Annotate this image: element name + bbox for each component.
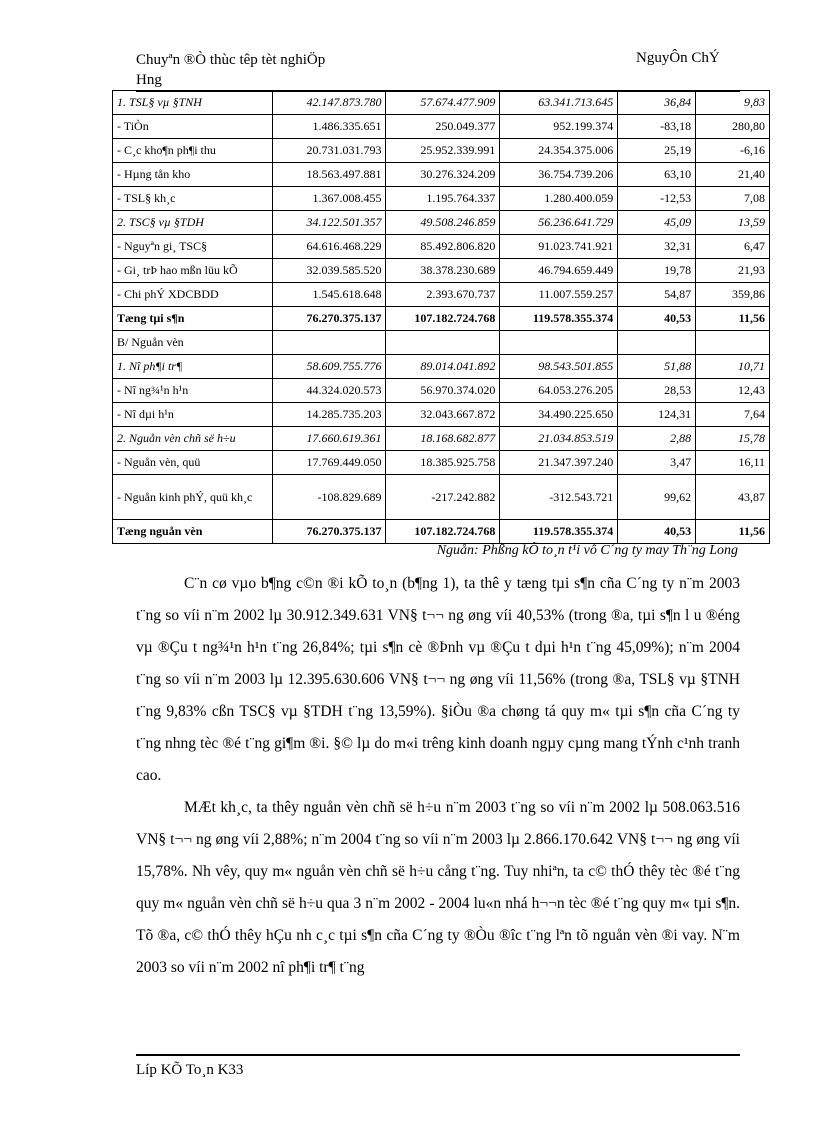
table-row	[113, 451, 770, 475]
value-2004: 91.023.741.921	[500, 235, 618, 259]
value-2004: 21.347.397.240	[500, 451, 618, 475]
row-label: Tæng tµi s¶n	[113, 307, 273, 331]
row-label: - Nî ng¾¹n h¹n	[113, 379, 273, 403]
value-2004: 98.543.501.855	[500, 355, 618, 379]
change-2004: 43,87	[696, 475, 770, 520]
row-label: - TiÒn	[113, 115, 273, 139]
value-2002: 58.609.755.776	[272, 355, 386, 379]
change-2003: 40,53	[618, 520, 696, 544]
value-2002: 76.270.375.137	[272, 307, 386, 331]
table-row	[113, 307, 770, 331]
row-label: B/ Nguån vèn	[113, 331, 273, 355]
table-row	[113, 235, 770, 259]
change-2004: 16,11	[696, 451, 770, 475]
table-row	[113, 163, 770, 187]
change-2003: 19,78	[618, 259, 696, 283]
value-2004: 63.341.713.645	[500, 91, 618, 115]
value-2002: 34.122.501.357	[272, 211, 386, 235]
table-row	[113, 379, 770, 403]
value-2004: 1.280.400.059	[500, 187, 618, 211]
change-2004: 21,93	[696, 259, 770, 283]
change-2004: 7,64	[696, 403, 770, 427]
value-2004: 119.578.355.374	[500, 520, 618, 544]
value-2002: 42.147.873.780	[272, 91, 386, 115]
change-2004: 21,40	[696, 163, 770, 187]
value-2003: -217.242.882	[386, 475, 500, 520]
table-row	[113, 187, 770, 211]
table-row	[113, 139, 770, 163]
value-2003: 250.049.377	[386, 115, 500, 139]
change-2004: 280,80	[696, 115, 770, 139]
table-row	[113, 259, 770, 283]
change-2003: -12,53	[618, 187, 696, 211]
row-label: 2. TSC§ vµ §TDH	[113, 211, 273, 235]
table-row	[113, 283, 770, 307]
value-2002: 64.616.468.229	[272, 235, 386, 259]
value-2002: 1.486.335.651	[272, 115, 386, 139]
table-source: Nguån: Phßng kÕ to¸n t¹i vô C´ng ty may Th¨ng Long	[436, 543, 738, 558]
value-2003: 38.378.230.689	[386, 259, 500, 283]
change-2003: 51,88	[618, 355, 696, 379]
table-row	[113, 211, 770, 235]
value-2003: 57.674.477.909	[386, 91, 500, 115]
value-2004: 24.354.375.006	[500, 139, 618, 163]
value-2003: 56.970.374.020	[386, 379, 500, 403]
value-2003: 18.385.925.758	[386, 451, 500, 475]
change-2003: 54,87	[618, 283, 696, 307]
row-label: - Chi phÝ XDCBDD	[113, 283, 273, 307]
header-title-line1: Chuyªn ®Ò thùc têp tèt nghiÖp	[136, 52, 326, 68]
change-2003: 2,88	[618, 427, 696, 451]
row-label: - Nî dµi h¹n	[113, 403, 273, 427]
value-2003	[386, 331, 500, 355]
value-2004: 952.199.374	[500, 115, 618, 139]
header-author: NguyÔn ChÝ	[636, 50, 720, 66]
table-row	[113, 403, 770, 427]
header-title-line2: Hng	[136, 72, 162, 88]
table-row	[113, 115, 770, 139]
table-row	[113, 475, 770, 520]
value-2004: 56.236.641.729	[500, 211, 618, 235]
change-2003: 3,47	[618, 451, 696, 475]
value-2004: -312.543.721	[500, 475, 618, 520]
value-2003: 1.195.764.337	[386, 187, 500, 211]
change-2004: 15,78	[696, 427, 770, 451]
value-2003: 2.393.670.737	[386, 283, 500, 307]
value-2003: 49.508.246.859	[386, 211, 500, 235]
value-2004: 34.490.225.650	[500, 403, 618, 427]
value-2004: 36.754.739.206	[500, 163, 618, 187]
table-row	[113, 355, 770, 379]
row-label: - Nguån kinh phÝ, quü kh¸c	[113, 475, 273, 520]
change-2003: 45,09	[618, 211, 696, 235]
change-2004: 11,56	[696, 520, 770, 544]
value-2003: 107.182.724.768	[386, 307, 500, 331]
row-label: - Hµng tån kho	[113, 163, 273, 187]
change-2004: 13,59	[696, 211, 770, 235]
value-2003: 18.168.682.877	[386, 427, 500, 451]
row-label: - TSL§ kh¸c	[113, 187, 273, 211]
paragraph-1: C¨n cø vµo b¶ng c©n ®i kÕ to¸n (b¶ng 1), ta thê y tæng tµi s¶n cña C´ng ty n¨m 2003 t¨ng so víi n¨m 2002 lµ 30.912.349.631 VN§ t¬¬ ng øng víi 40,53% (trong ®a, tµi s¶n l u ®éng vµ ®Çu t ng¾¹n h¹n t¨ng 26,84%; tµi s¶n cè ®Þnh vµ ®Çu t dµi h¹n t¨ng 45,09%); n¨m 2004 t¨ng so víi n¨m 2003 lµ 12.395.630.606 VN§ t¬¬ ng øng víi 11,56% (trong ®a, TSL§ vµ §TNH t¨ng 9,83% cßn TSC§ vµ §TDH t¨ng 13,59%). §iÒu ®a chøng tá quy m« tµi s¶n cña C´ng ty t¨ng nhng tèc ®é t¨ng gi¶m ®i. §© lµ do m«i trêng kinh doanh ngµy cµng mang tÝnh c¹nh tranh cao.	[136, 575, 740, 784]
change-2003: 32,31	[618, 235, 696, 259]
change-2003: 124,31	[618, 403, 696, 427]
change-2004	[696, 331, 770, 355]
table-row	[113, 520, 770, 544]
change-2003: 63,10	[618, 163, 696, 187]
change-2003: 36,84	[618, 91, 696, 115]
balance-sheet-table	[112, 90, 770, 544]
value-2002: 76.270.375.137	[272, 520, 386, 544]
value-2004: 21.034.853.519	[500, 427, 618, 451]
paragraph-2: MÆt kh¸c, ta thêy nguån vèn chñ së h÷u n¨m 2003 t¨ng so víi n¨m 2002 lµ 508.063.516 VN§ t¬¬ ng øng víi 2,88%; n¨m 2004 t¨ng so víi n¨m 2003 lµ 2.866.170.642 VN§ t¬¬ ng øng víi 15,78%. Nh vêy, quy m« nguån vèn chñ së h÷u cång t¨ng. Tuy nhiªn, ta c© thÓ thêy tèc ®é t¨ng quy m« nguån vèn chñ së h÷u qua 3 n¨m 2002 - 2004 lu«n nhá h¬¬n tèc ®é t¨ng quy m« tµi s¶n. Tõ ®a, c© thÓ thêy hÇu nh c¸c tµi s¶n cña C´ng ty ®Òu ®îc t¨ng lªn tõ nguån vèn ®i vay. N¨m 2003 so víi n¨m 2002 nî ph¶i tr¶ t¨ng	[136, 799, 740, 976]
change-2003: 40,53	[618, 307, 696, 331]
change-2004: 359,86	[696, 283, 770, 307]
row-label: Tæng nguån vèn	[113, 520, 273, 544]
value-2002: -108.829.689	[272, 475, 386, 520]
row-label: 1. TSL§ vµ §TNH	[113, 91, 273, 115]
row-label: - Nguån vèn, quü	[113, 451, 273, 475]
value-2003: 30.276.324.209	[386, 163, 500, 187]
value-2003: 107.182.724.768	[386, 520, 500, 544]
value-2002: 1.367.008.455	[272, 187, 386, 211]
value-2002: 14.285.735.203	[272, 403, 386, 427]
change-2004: 12,43	[696, 379, 770, 403]
footer-rule	[136, 1054, 740, 1056]
change-2004: -6,16	[696, 139, 770, 163]
table-row	[113, 427, 770, 451]
value-2003: 85.492.806.820	[386, 235, 500, 259]
footer-label: Líp KÕ To¸n K33	[136, 1062, 244, 1078]
row-label: 2. Nguån vèn chñ së h÷u	[113, 427, 273, 451]
row-label: 1. Nî ph¶i tr¶	[113, 355, 273, 379]
change-2003	[618, 331, 696, 355]
table-row	[113, 331, 770, 355]
value-2004	[500, 331, 618, 355]
change-2003: 25,19	[618, 139, 696, 163]
change-2003: 99,62	[618, 475, 696, 520]
table-row	[113, 91, 770, 115]
value-2003: 32.043.667.872	[386, 403, 500, 427]
value-2003: 25.952.339.991	[386, 139, 500, 163]
change-2003: -83,18	[618, 115, 696, 139]
change-2003: 28,53	[618, 379, 696, 403]
value-2004: 119.578.355.374	[500, 307, 618, 331]
change-2004: 6,47	[696, 235, 770, 259]
value-2004: 46.794.659.449	[500, 259, 618, 283]
value-2002: 44.324.020.573	[272, 379, 386, 403]
value-2003: 89.014.041.892	[386, 355, 500, 379]
value-2004: 64.053.276.205	[500, 379, 618, 403]
value-2002: 20.731.031.793	[272, 139, 386, 163]
body-text	[136, 568, 740, 984]
row-label: - Gi¸ trÞ hao mßn lüu kÕ	[113, 259, 273, 283]
header-title	[136, 50, 325, 90]
change-2004: 10,71	[696, 355, 770, 379]
value-2002: 18.563.497.881	[272, 163, 386, 187]
row-label: - C¸c kho¶n ph¶i thu	[113, 139, 273, 163]
change-2004: 7,08	[696, 187, 770, 211]
value-2002	[272, 331, 386, 355]
value-2002: 17.660.619.361	[272, 427, 386, 451]
change-2004: 11,56	[696, 307, 770, 331]
value-2002: 1.545.618.648	[272, 283, 386, 307]
value-2002: 32.039.585.520	[272, 259, 386, 283]
row-label: - Nguyªn gi¸ TSC§	[113, 235, 273, 259]
value-2002: 17.769.449.050	[272, 451, 386, 475]
change-2004: 9,83	[696, 91, 770, 115]
value-2004: 11.007.559.257	[500, 283, 618, 307]
